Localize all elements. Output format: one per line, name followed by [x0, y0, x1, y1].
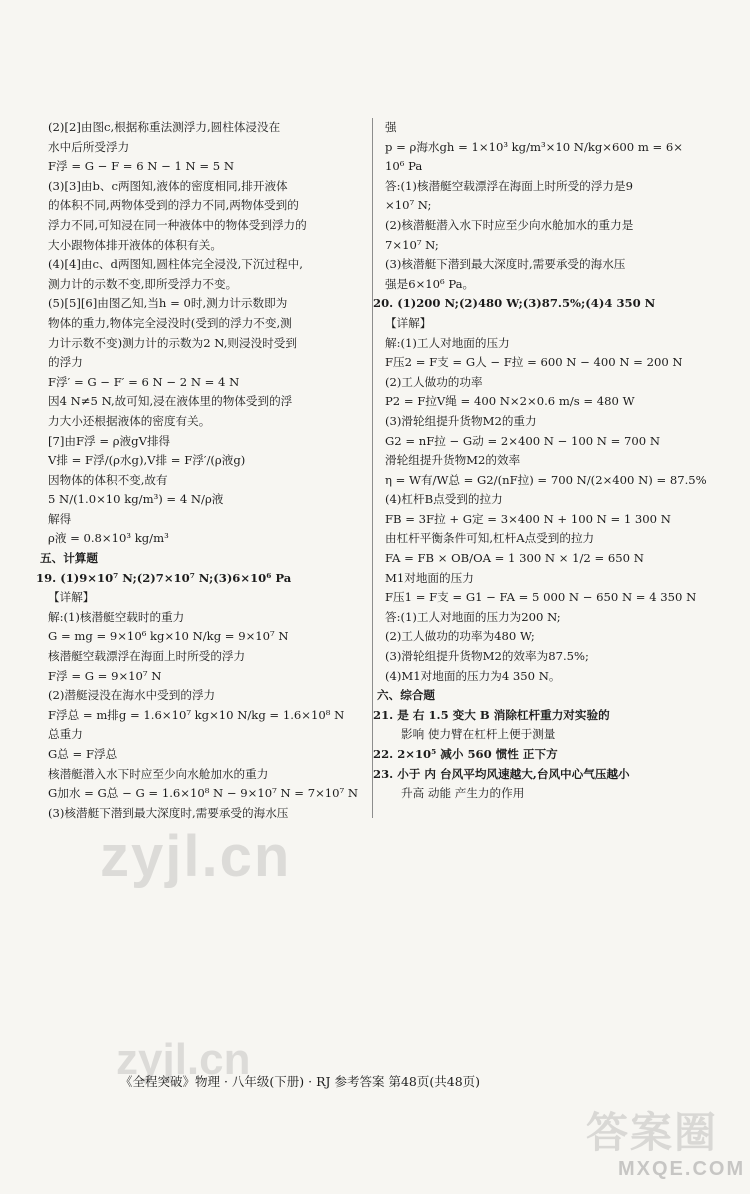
watermark-logo: zyjl.cn	[116, 1035, 251, 1084]
text-line: 浮力不同,可知浸在同一种液体中的物体受到浮力的	[48, 217, 307, 232]
right-column	[373, 118, 715, 804]
formula-line: FA = FB × OB/OA = 1 300 N × 1/2 = 650 N	[385, 551, 644, 566]
text-line: (2)工人做功的功率	[385, 374, 483, 389]
formula-line: η = W有/W总 = G2/(nF拉) = 700 N/(2×400 N) = 87.5%	[385, 472, 707, 487]
text-line: 的体积不同,两物体受到的浮力不同,两物体受到的	[48, 198, 299, 213]
text-line: (3)[3]由b、c两图知,液体的密度相同,排开液体	[48, 178, 288, 193]
question-answer: 20. (1)200 N;(2)480 W;(3)87.5%;(4)4 350 N	[373, 296, 656, 311]
formula-line: 5 N/(1.0×10 kg/m³) = 4 N/ρ液	[48, 492, 224, 507]
text-line: 力大小还根据液体的密度有关。	[48, 413, 211, 428]
text-line: M1对地面的压力	[385, 570, 474, 585]
formula-line: F浮′ = G − F′ = 6 N − 2 N = 4 N	[48, 374, 240, 389]
text-line: (2)[2]由图c,根据称重法测浮力,圆柱体浸没在	[48, 120, 281, 134]
text-line: 滑轮组提升货物M2的效率	[385, 453, 521, 468]
formula-line: F浮 = G − F = 6 N − 1 N = 5 N	[48, 159, 234, 174]
text-line: [7]由F浮 = ρ液gV排得	[48, 433, 171, 448]
formula-line: FB = 3F拉 + G定 = 3×400 N + 100 N = 1 300 N	[385, 511, 671, 526]
text-line: 影响 使力臂在杠杆上便于测量	[401, 727, 556, 742]
formula-line: F浮总 = m排g = 1.6×10⁷ kg×10 N/kg = 1.6×10⁸ N	[48, 707, 345, 722]
formula-line: F压2 = F支 = G人 − F拉 = 600 N − 400 N = 200 N	[385, 355, 683, 370]
detail-heading: 【详解】	[48, 590, 95, 605]
formula-line: G加水 = G总 − G = 1.6×10⁸ N − 9×10⁷ N = 7×10⁷ N	[48, 786, 359, 801]
text-line: (3)核潜艇下潜到最大深度时,需要承受的海水压	[385, 257, 626, 272]
question-answer: 21. 是 右 1.5 变大 B 消除杠杆重力对实验的	[373, 707, 610, 722]
text-line: (2)工人做功的功率为480 W;	[385, 629, 535, 644]
question-answer: 23. 小于 内 台风平均风速越大,台风中心气压越小	[373, 766, 630, 781]
text-line: 因4 N≠5 N,故可知,浸在液体里的物体受到的浮	[48, 394, 293, 409]
text-line: (2)潜艇浸没在海水中受到的浮力	[48, 688, 216, 703]
text-line: (2)核潜艇潜入水下时应至少向水舱加水的重力是	[385, 217, 634, 232]
text-line: 强是6×10⁶ Pa。	[385, 276, 475, 291]
text-line: 力计示数不变)测力计的示数为2 N,则浸没时受到	[48, 335, 297, 350]
watermark-brand-url: MXQE.COM	[618, 1158, 746, 1180]
formula-line: ρ液 = 0.8×10³ kg/m³	[48, 531, 169, 546]
watermark-brand: 答案圈	[586, 1108, 719, 1157]
text-line: 水中后所受浮力	[48, 139, 130, 154]
question-answer: 19. (1)9×10⁷ N;(2)7×10⁷ N;(3)6×10⁶ Pa	[36, 570, 292, 585]
section-heading: 六、综合题	[377, 688, 435, 703]
text-line: 答:(1)核潜艇空载漂浮在海面上时所受的浮力是9	[385, 178, 633, 193]
watermark-logo: zyjl.cn	[100, 824, 292, 889]
formula-line: V排 = F浮/(ρ水g),V排 = F浮′/(ρ液g)	[48, 453, 246, 468]
text-line: 物体的重力,物体完全浸没时(受到的浮力不变,测	[48, 315, 292, 330]
text-line: (4)M1对地面的压力为4 350 N。	[385, 668, 561, 683]
page-footer: 《全程突破》物理 · 八年级(下册) · RJ 参考答案 第48页(共48页)	[120, 1074, 481, 1089]
text-line: (4)杠杆B点受到的拉力	[385, 492, 503, 507]
formula-line: p = ρ海水gh = 1×10³ kg/m³×10 N/kg×600 m = 6×	[385, 139, 684, 154]
formula-line: G总 = F浮总	[48, 747, 118, 761]
text-line: 升高 动能 产生力的作用	[401, 786, 525, 801]
text-line: 因物体的体积不变,故有	[48, 472, 168, 487]
question-answer: 22. 2×10⁵ 减小 560 惯性 正下方	[373, 747, 558, 761]
text-line: 7×10⁷ N;	[385, 237, 439, 252]
text-line: 测力计的示数不变,即所受浮力不变。	[48, 276, 238, 291]
formula-line: 10⁶ Pa	[385, 159, 423, 174]
formula-line: G = mg = 9×10⁶ kg×10 N/kg = 9×10⁷ N	[48, 629, 289, 644]
text-line: 由杠杆平衡条件可知,杠杆A点受到的拉力	[385, 531, 595, 546]
text-line: 核潜艇潜入水下时应至少向水舱加水的重力	[48, 766, 269, 781]
text-line: 答:(1)工人对地面的压力为200 N;	[385, 609, 561, 624]
section-heading: 五、计算题	[40, 551, 98, 566]
text-line: ×10⁷ N;	[385, 198, 432, 213]
text-line: (3)滑轮组提升货物M2的效率为87.5%;	[385, 649, 589, 664]
left-column	[36, 118, 366, 823]
formula-line: F压1 = F支 = G1 − FA = 5 000 N − 650 N = 4 350 N	[385, 590, 697, 605]
formula-line: G2 = nF拉 − G动 = 2×400 N − 100 N = 700 N	[385, 433, 660, 448]
formula-line: F浮 = G = 9×10⁷ N	[48, 668, 162, 683]
text-line: 解:(1)核潜艇空载时的重力	[48, 609, 185, 624]
text-line: 强	[385, 120, 397, 134]
text-line: 解得	[48, 511, 72, 526]
text-line: 解:(1)工人对地面的压力	[385, 335, 510, 350]
detail-heading: 【详解】	[385, 315, 432, 330]
text-line: (4)[4]由c、d两图知,圆柱体完全浸没,下沉过程中,	[48, 257, 303, 272]
text-line: 总重力	[48, 727, 83, 742]
formula-line: P2 = F拉V绳 = 400 N×2×0.6 m/s = 480 W	[385, 394, 635, 409]
text-line: 的浮力	[48, 355, 83, 370]
text-line: (3)滑轮组提升货物M2的重力	[385, 413, 537, 428]
text-line: 核潜艇空载漂浮在海面上时所受的浮力	[48, 649, 246, 664]
text-line: (3)核潜艇下潜到最大深度时,需要承受的海水压	[48, 805, 289, 820]
text-line: 大小跟物体排开液体的体积有关。	[48, 237, 222, 252]
text-line: (5)[5][6]由图乙知,当h = 0时,测力计示数即为	[48, 296, 288, 311]
